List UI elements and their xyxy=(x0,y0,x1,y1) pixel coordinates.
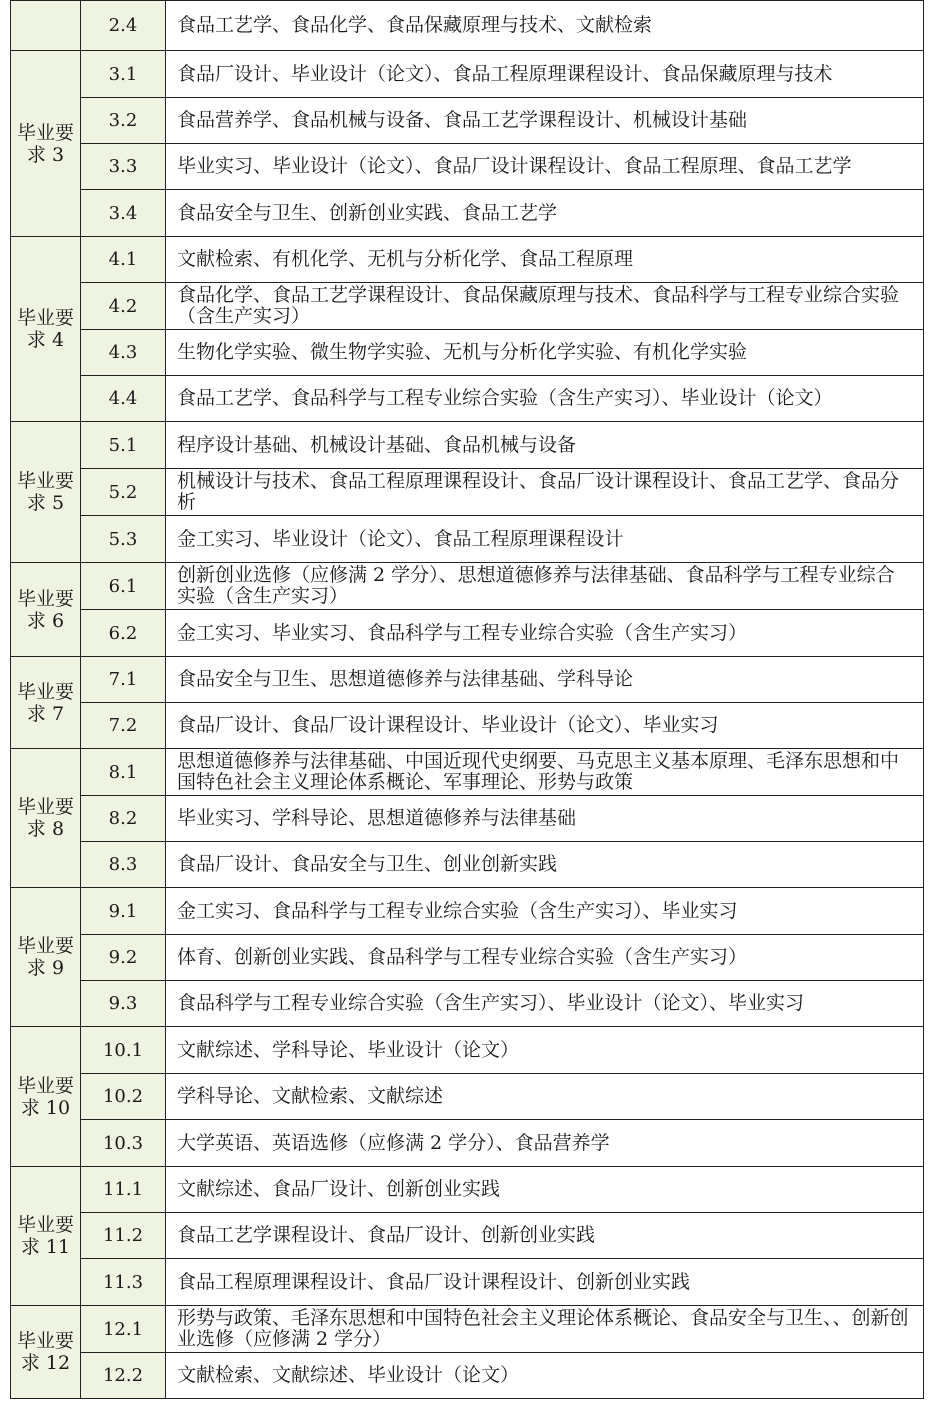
course-list: 生物化学实验、微生物学实验、无机与分析化学实验、有机化学实验 xyxy=(166,330,924,376)
indicator-number: 5.2 xyxy=(81,469,166,516)
table-row xyxy=(11,563,924,610)
indicator-number: 11.3 xyxy=(81,1259,166,1306)
table-row xyxy=(11,98,924,144)
table-row xyxy=(11,330,924,376)
indicator-number: 8.1 xyxy=(81,749,166,796)
course-list: 食品化学、食品工艺学课程设计、食品保藏原理与技术、食品科学与工程专业综合实验（含生产实习） xyxy=(166,283,924,330)
table-row xyxy=(11,796,924,842)
requirements-course-table xyxy=(10,0,924,1399)
table-row xyxy=(11,376,924,422)
table-row xyxy=(11,469,924,516)
course-list: 食品安全与卫生、创新创业实践、食品工艺学 xyxy=(166,190,924,237)
requirement-label xyxy=(11,1306,81,1399)
course-list: 机械设计与技术、食品工程原理课程设计、食品厂设计课程设计、食品工艺学、食品分析 xyxy=(166,469,924,516)
table-row xyxy=(11,1306,924,1353)
course-list: 形势与政策、毛泽东思想和中国特色社会主义理论体系概论、食品安全与卫生、、创新创业选修（应修满 2 学分） xyxy=(166,1306,924,1353)
table-row xyxy=(11,1353,924,1399)
table-row xyxy=(11,1167,924,1213)
table-row xyxy=(11,283,924,330)
table-row xyxy=(11,610,924,657)
indicator-number: 10.1 xyxy=(81,1027,166,1074)
table-row xyxy=(11,51,924,98)
course-list: 食品工艺学课程设计、食品厂设计、创新创业实践 xyxy=(166,1213,924,1259)
table-row xyxy=(11,1120,924,1167)
requirement-label xyxy=(11,1167,81,1306)
course-list: 食品科学与工程专业综合实验（含生产实习）、毕业设计（论文）、毕业实习 xyxy=(166,981,924,1027)
requirement-label-text: 毕业要求 9 xyxy=(16,935,74,979)
indicator-number: 11.1 xyxy=(81,1167,166,1213)
table-row xyxy=(11,422,924,469)
requirement-label-text: 毕业要求 3 xyxy=(16,121,74,166)
table-row xyxy=(11,657,924,703)
requirement-label xyxy=(11,51,81,237)
indicator-number: 5.1 xyxy=(81,422,166,469)
course-list: 程序设计基础、机械设计基础、食品机械与设备 xyxy=(166,422,924,469)
course-list: 食品安全与卫生、思想道德修养与法律基础、学科导论 xyxy=(166,657,924,703)
course-list: 金工实习、毕业设计（论文）、食品工程原理课程设计 xyxy=(166,516,924,563)
indicator-number: 3.1 xyxy=(81,51,166,98)
requirement-label-text: 毕业要求 7 xyxy=(16,680,74,725)
course-list: 金工实习、食品科学与工程专业综合实验（含生产实习）、毕业实习 xyxy=(166,888,924,935)
indicator-number: 11.2 xyxy=(81,1213,166,1259)
table-row xyxy=(11,516,924,563)
course-list: 文献综述、学科导论、毕业设计（论文） xyxy=(166,1027,924,1074)
indicator-number: 7.2 xyxy=(81,703,166,749)
requirement-label xyxy=(11,749,81,888)
course-list: 食品厂设计、食品安全与卫生、创业创新实践 xyxy=(166,842,924,888)
table-row xyxy=(11,1074,924,1120)
table-row xyxy=(11,1213,924,1259)
indicator-number: 9.3 xyxy=(81,981,166,1027)
table-row xyxy=(11,981,924,1027)
table-row xyxy=(11,935,924,981)
requirement-label-text: 毕业要求 4 xyxy=(16,307,74,351)
table-row xyxy=(11,888,924,935)
table-row xyxy=(11,1,924,51)
requirement-label-text: 毕业要求 11 xyxy=(16,1214,74,1258)
table-row xyxy=(11,1259,924,1306)
course-list: 体育、创新创业实践、食品科学与工程专业综合实验（含生产实习） xyxy=(166,935,924,981)
course-list: 大学英语、英语选修（应修满 2 学分）、食品营养学 xyxy=(166,1120,924,1167)
course-list: 毕业实习、学科导论、思想道德修养与法律基础 xyxy=(166,796,924,842)
course-list: 食品厂设计、食品厂设计课程设计、毕业设计（论文）、毕业实习 xyxy=(166,703,924,749)
requirement-cell xyxy=(11,1,81,51)
indicator-number: 12.1 xyxy=(81,1306,166,1353)
requirement-label-text: 毕业要求 12 xyxy=(16,1330,74,1374)
indicator-number: 10.3 xyxy=(81,1120,166,1167)
requirement-label-text: 毕业要求 5 xyxy=(16,470,74,514)
course-list: 食品工程原理课程设计、食品厂设计课程设计、创新创业实践 xyxy=(166,1259,924,1306)
table-row xyxy=(11,749,924,796)
course-list: 食品工艺学、食品科学与工程专业综合实验（含生产实习）、毕业设计（论文） xyxy=(166,376,924,422)
requirement-label-text: 毕业要求 10 xyxy=(16,1074,74,1119)
indicator-number: 6.1 xyxy=(81,563,166,610)
course-list: 食品厂设计、毕业设计（论文）、食品工程原理课程设计、食品保藏原理与技术 xyxy=(166,51,924,98)
course-list: 文献检索、文献综述、毕业设计（论文） xyxy=(166,1353,924,1399)
requirement-label xyxy=(11,657,81,749)
course-list: 创新创业选修（应修满 2 学分）、思想道德修养与法律基础、食品科学与工程专业综合实验（含生产实习） xyxy=(166,563,924,610)
course-list: 文献检索、有机化学、无机与分析化学、食品工程原理 xyxy=(166,237,924,283)
course-list: 学科导论、文献检索、文献综述 xyxy=(166,1074,924,1120)
requirement-label xyxy=(11,1027,81,1167)
table-row xyxy=(11,237,924,283)
indicator-number: 8.3 xyxy=(81,842,166,888)
indicator-number: 3.3 xyxy=(81,144,166,190)
course-list: 食品营养学、食品机械与设备、食品工艺学课程设计、机械设计基础 xyxy=(166,98,924,144)
requirement-label-text: 毕业要求 6 xyxy=(16,587,74,632)
indicator-number: 4.2 xyxy=(81,283,166,330)
requirement-label xyxy=(11,563,81,657)
table-row xyxy=(11,190,924,237)
indicator-number: 5.3 xyxy=(81,516,166,563)
course-list: 食品工艺学、食品化学、食品保藏原理与技术、文献检索 xyxy=(166,1,924,51)
indicator-number: 12.2 xyxy=(81,1353,166,1399)
course-list: 毕业实习、毕业设计（论文）、食品厂设计课程设计、食品工程原理、食品工艺学 xyxy=(166,144,924,190)
requirement-label-text: 毕业要求 8 xyxy=(16,796,74,840)
course-list: 金工实习、毕业实习、食品科学与工程专业综合实验（含生产实习） xyxy=(166,610,924,657)
indicator-number: 9.2 xyxy=(81,935,166,981)
indicator-number: 7.1 xyxy=(81,657,166,703)
indicator-number: 3.4 xyxy=(81,190,166,237)
indicator-number: 2.4 xyxy=(81,1,166,51)
indicator-number: 10.2 xyxy=(81,1074,166,1120)
indicator-number: 3.2 xyxy=(81,98,166,144)
course-list: 文献综述、食品厂设计、创新创业实践 xyxy=(166,1167,924,1213)
requirement-label xyxy=(11,237,81,422)
table-row xyxy=(11,144,924,190)
indicator-number: 4.3 xyxy=(81,330,166,376)
indicator-number: 4.4 xyxy=(81,376,166,422)
table-row xyxy=(11,842,924,888)
indicator-number: 9.1 xyxy=(81,888,166,935)
course-list: 思想道德修养与法律基础、中国近现代史纲要、马克思主义基本原理、毛泽东思想和中国特色社会主义理论体系概论、军事理论、形势与政策 xyxy=(166,749,924,796)
requirement-label xyxy=(11,888,81,1027)
requirement-label xyxy=(11,422,81,563)
table-row xyxy=(11,703,924,749)
indicator-number: 8.2 xyxy=(81,796,166,842)
indicator-number: 6.2 xyxy=(81,610,166,657)
indicator-number: 4.1 xyxy=(81,237,166,283)
table-row xyxy=(11,1027,924,1074)
